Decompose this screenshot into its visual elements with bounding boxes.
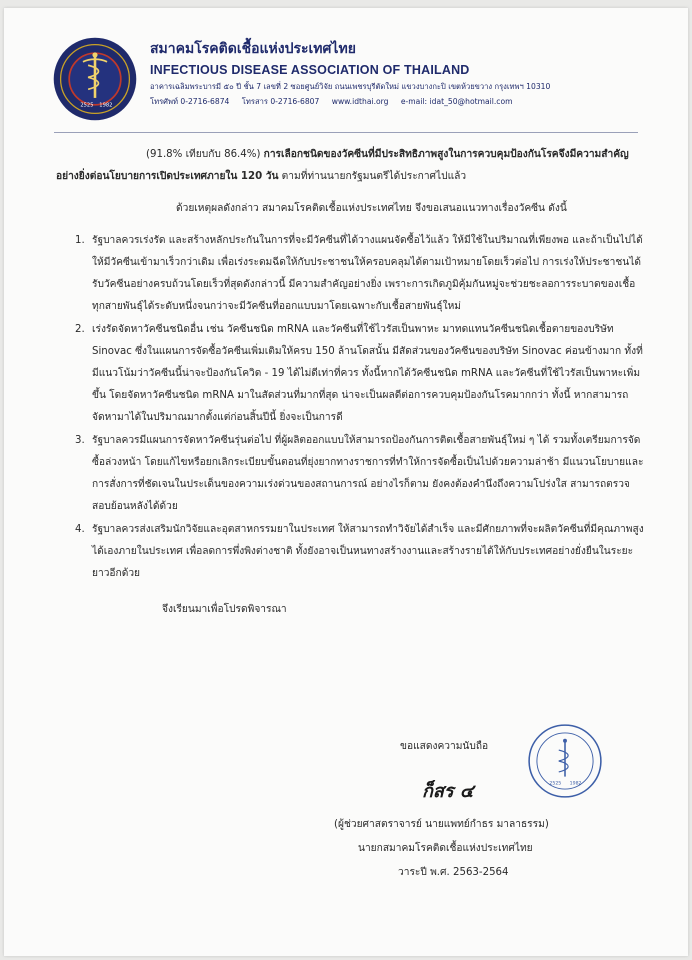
letter-body — [56, 144, 644, 621]
association-logo — [52, 36, 138, 122]
letterhead-divider — [54, 132, 638, 133]
closing-line: จึงเรียนมาเพื่อโปรดพิจารณา — [162, 604, 287, 615]
phone-number: โทรศัพท์ 0-2716-6874 — [150, 97, 230, 106]
list-item: 4. รัฐบาลควรส่งเสริมนักวิจัยและอุตสาหกรรมยาในประเทศ ให้สามารถทำวิจัยได้สำเร็จ และมีศักยภาพที่จะผลิตวัคซีนที่มีคุณภาพสูงได้เองภายในประเทศ เพื่อลดการพึ่งพิงต่างชาติ ทั้งยังอาจเป็นหนทางสร้างงานและสร้างรายได้ให้กับประเทศอย่างยั่งยืนในระยะยาวอีกด้วย — [88, 519, 644, 585]
official-stamp — [526, 722, 604, 800]
logo-year-be: 2525 — [80, 102, 94, 109]
list-item: 3. รัฐบาลควรมีแผนการจัดหาวัคซีนรุ่นต่อไป ที่ผู้ผลิตออกแบบให้สามารถป้องกันการติดเชื้อสายพันธุ์ใหม่ ๆ ได้ รวมทั้งเตรียมการจัดซื้อล่วงหน้า โดยแก้ไขหรือยกเลิกระเบียบขั้นตอนที่ยุ่งยากทางราชการที่ทำให้การจัดซื้อเป็นไปด้วยความล่าช้า มีแนวนโยบายและการสั่งการที่ชัดเจนในประเด็นของความเร่งด่วนของสถานการณ์ อย่างไรก็ตาม ยังคงต้องคำนึงถึงความโปร่งใส สามารถตรวจสอบย้อนหลังได้ด้วย — [88, 430, 644, 518]
list-item: 2. เร่งรัดจัดหาวัคซีนชนิดอื่น เช่น วัคซีนชนิด mRNA และวัคซีนที่ใช้ไวรัสเป็นพาหะ มาทดแทนวัคซีนชนิดเชื้อตายของบริษัท Sinovac ซึ่งในแผนการจัดซื้อวัคซีนเพิ่มเติมให้ครบ 150 ล้านโดสนั้น มีสัดส่วนของวัคซีนของบริษัท Sinovac ค่อนข้างมาก ทั้งที่มีแนวโน้มว่าวัคซีนนี้น่าจะป้องกันโควิด - 19 ได้ไม่ดีเท่าที่ควร ทั้งนี้หากได้วัคซีนชนิด mRNA และวัคซีนที่ใช้ไวรัสเป็นพาหะเพิ่มขึ้น โดยจัดหาวัคซีนชนิด mRNA มาในสัดส่วนที่มากที่สุด น่าจะเป็นผลดีต่อการควบคุมป้องกันโรคมากกว่า ทั้งนี้ หากสามารถจัดหามาได้ในปริมาณมากตั้งแต่ก่อนสิ้นปีนี้ ยิ่งจะเป็นการดี — [88, 319, 644, 429]
handwritten-signature: ก็สร ๔ — [422, 781, 474, 802]
recommendation-list — [56, 230, 644, 585]
letterhead — [150, 38, 670, 108]
association-name-en: INFECTIOUS DISEASE ASSOCIATION OF THAILAND — [150, 63, 470, 77]
intro-prefix: (91.8% เทียบกับ 86.4%) — [146, 149, 264, 160]
association-contact — [150, 96, 670, 108]
logo-year-ce: 1982 — [99, 102, 113, 109]
signer-term: วาระปี พ.ศ. 2563-2564 — [398, 867, 509, 878]
fax-number: โทรสาร 0-2716-6807 — [241, 97, 320, 106]
stamp-year-be: 2525 — [549, 781, 562, 787]
stamp-year-ce: 1982 — [569, 781, 582, 787]
list-item: 1. รัฐบาลควรเร่งรัด และสร้างหลักประกันในการที่จะมีวัคซีนที่ได้วางแผนจัดซื้อไว้แล้ว ให้มีใช้ในปริมาณที่เพียงพอ และถ้าเป็นไปได้ ให้มีวัคซีนเข้ามาเร็วกว่าเดิม เพื่อเร่งระดมฉีดให้กับประชาชนให้ครอบคลุมได้ตามเป้าหมายโดยเร็วต่อไป การเร่งให้ประชาชนได้รับวัคซีนอย่างครบถ้วนโดยเร็วที่สุดดังกล่าวนี้ มีความสำคัญอย่างยิ่ง เพราะการเกิดภูมิคุ้มกันหมู่จะช่วยชะลอการระบาดของเชื้อทุกสายพันธุ์ได้ระดับหนึ่งจนกว่าจะมีวัคซีนที่ออกแบบมาโดยเฉพาะกับเชื้อสายพันธุ์ใหม่ — [88, 230, 644, 318]
signer-name: (ผู้ช่วยศาสตราจารย์ นายแพทย์กำธร มาลาธรรม) — [334, 819, 549, 830]
signer-title: นายกสมาคมโรคติดเชื้อแห่งประเทศไทย — [358, 843, 533, 854]
letter-page — [4, 8, 688, 956]
intro-suffix: ตามที่ท่านนายกรัฐมนตรีได้ประกาศไปแล้ว — [278, 171, 467, 182]
association-name-th: สมาคมโรคติดเชื้อแห่งประเทศไทย — [150, 41, 356, 57]
website-link[interactable]: www.idthai.org — [331, 97, 389, 106]
email-address[interactable]: e-mail: idat_50@hotmail.com — [400, 97, 513, 106]
paragraph-proposal: ด้วยเหตุผลดังกล่าว สมาคมโรคติดเชื้อแห่งประเทศไทย จึงขอเสนอแนวทางเรื่องวัคซีน ดังนี้ — [176, 203, 567, 214]
regards-text: ขอแสดงความนับถือ — [400, 741, 489, 752]
paragraph-intro — [56, 144, 644, 188]
intro-bold: การเลือกชนิดของวัคซีนที่มีประสิทธิภาพสูงในการควบคุมป้องกันโรคจึงมีความสำคัญอย่างยิ่งต่อนโยบายการเปิดประเทศภายใน 120 วัน — [56, 149, 629, 182]
association-address: อาคารเฉลิมพระบารมี ๕๐ ปี ชั้น 7 เลขที่ 2 ซอยศูนย์วิจัย ถนนเพชรบุรีตัดใหม่ แขวงบางกะปิ เขตห้วยขวาง กรุงเทพฯ 10310 — [150, 82, 551, 91]
